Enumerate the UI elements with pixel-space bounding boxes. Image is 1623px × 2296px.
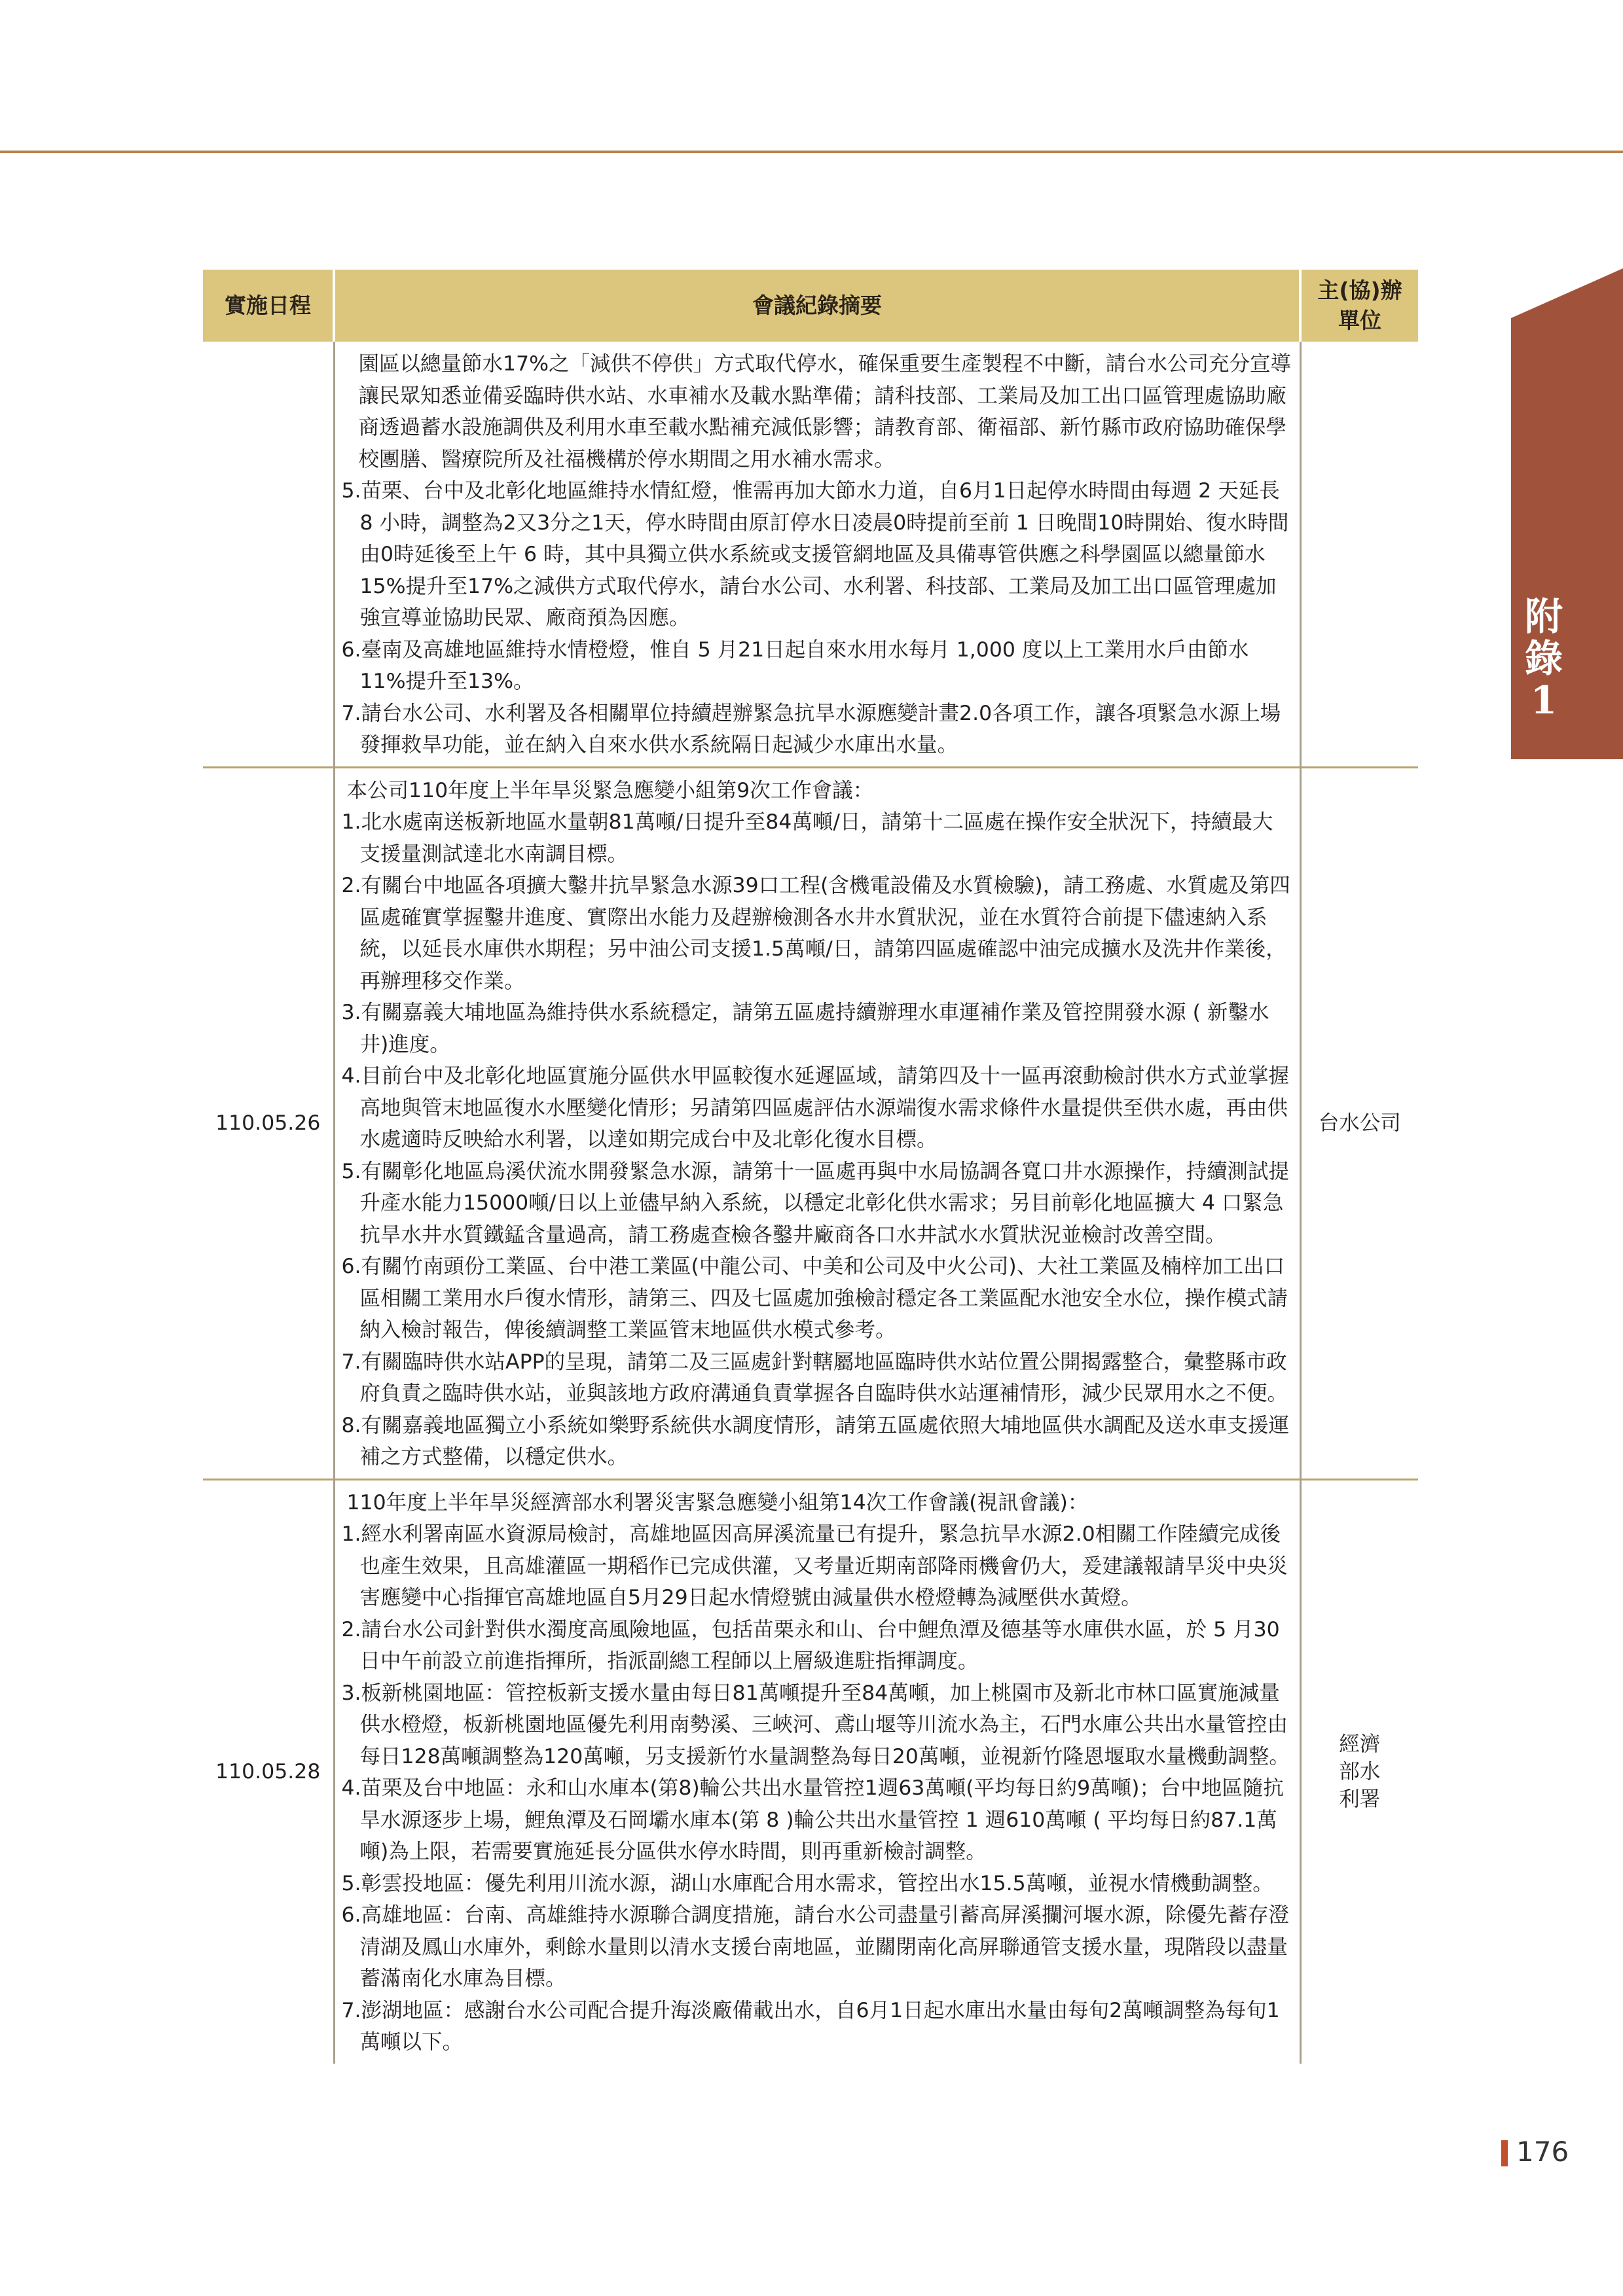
row-date: 110.05.26 xyxy=(203,767,334,1479)
table-header-row xyxy=(203,270,1418,342)
summary-intro: 本公司110年度上半年旱災緊急應變小組第9次工作會議： xyxy=(346,778,874,802)
row-date xyxy=(203,342,334,767)
header-rule xyxy=(0,151,1623,153)
summary-item: 5.苗栗、台中及北彰化地區維持水情紅燈，惟需再加大節水力道，自6月1日起停水時間由每週 2 天延長 8 小時，調整為2又3分之1天，停水時間由原訂停水日凌晨0時提前至前 1 日晚間10時開始、復水時間由0時延後至上午 6 時，其中具獨立供水系統或支援管網地區及具備專管供應之科學園區以總量節水15%提升至17%之減供方式取代停水，請台水公司、水利署、科技部、工業局及加工出口區管理處加強宣導並協助民眾、廠商預為因應。 xyxy=(341,479,1289,630)
header-unit xyxy=(1300,270,1418,342)
table-row xyxy=(203,767,1418,1479)
page-number: 176 xyxy=(1516,2136,1569,2168)
summary-item: 7.請台水公司、水利署及各相關單位持續趕辦緊急抗旱水源應變計畫2.0各項工作，讓各項緊急水源上場發揮救旱功能，並在納入自來水供水系統隔日起減少水庫出水量。 xyxy=(341,701,1281,757)
summary-item: 5.有關彰化地區烏溪伏流水開發緊急水源，請第十一區處再與中水局協調各寬口井水源操作，持續測試提升產水能力15000噸/日以上並儘早納入系統，以穩定北彰化供水需求；另目前彰化地區擴大 4 口緊急抗旱水井水質鐵錳含量過高，請工務處查檢各鑿井廠商各口水井試水水質狀況並檢討改善空間。 xyxy=(341,1159,1290,1247)
summary-item: 1.北水處南送板新地區水量朝81萬噸/日提升至84萬噸/日，請第十二區處在操作安全狀況下，持續最大支援量測試達北水南調目標。 xyxy=(341,810,1273,866)
row-unit-text: 經濟部水利署 xyxy=(1339,1732,1381,1811)
header-unit-line2: 單位 xyxy=(1338,308,1381,333)
summary-item: 7.澎湖地區：感謝台水公司配合提升海淡廠備載出水，自6月1日起水庫出水量由每旬2萬噸調整為每旬1萬噸以下。 xyxy=(341,1998,1280,2054)
row-summary xyxy=(334,1479,1300,2064)
header-unit-line1: 主(協)辦 xyxy=(1317,278,1402,303)
row-date: 110.05.28 xyxy=(203,1479,334,2064)
appendix-tab-char-2: 錄 xyxy=(1524,636,1563,681)
summary-item: 4.苗栗及台中地區：永和山水庫本(第8)輪公共出水量管控1週63萬噸(平均每日約9萬噸)；台中地區隨抗旱水源逐步上場，鯉魚潭及石岡壩水庫本(第 8 )輪公共出水量管控 1 週610萬噸 ( 平均每日約87.1萬噸)為上限，若需要實施延長分區供水停水時間，則再重新檢討調整。 xyxy=(341,1776,1284,1863)
summary-item: 2.請台水公司針對供水濁度高風險地區，包括苗栗永和山、台中鯉魚潭及德基等水庫供水區，於 5 月30日中午前設立前進指揮所，指派副總工程師以上層級進駐指揮調度。 xyxy=(341,1617,1280,1673)
summary-item: 6.高雄地區：台南、高雄維持水源聯合調度措施，請台水公司盡量引蓄高屏溪攔河堰水源，除優先蓄存澄清湖及鳳山水庫外，剩餘水量則以清水支援台南地區，並關閉南化高屏聯通管支援水量，現階段以盡量蓄滿南化水庫為目標。 xyxy=(341,1903,1290,1990)
summary-item: 6.臺南及高雄地區維持水情橙燈，惟自 5 月21日起自來水用水每月 1,000 度以上工業用水戶由節水11%提升至13%。 xyxy=(341,637,1249,693)
page-number-marker xyxy=(1501,2140,1508,2166)
summary-intro: 110年度上半年旱災經濟部水利署災害緊急應變小組第14次工作會議(視訊會議)： xyxy=(346,1490,1089,1515)
summary-item: 6.有關竹南頭份工業區、台中港工業區(中龍公司、中美和公司及中火公司)、大社工業區及楠梓加工出口區相關工業用水戶復水情形，請第三、四及七區處加強檢討穩定各工業區配水池安全水位，操作模式請納入檢討報告，俾後續調整工業區管末地區供水模式參考。 xyxy=(341,1255,1288,1342)
summary-item: 7.有關臨時供水站APP的呈現，請第二及三區處針對轄屬地區臨時供水站位置公開揭露整合，彙整縣市政府負責之臨時供水站，並與該地方政府溝通負責掌握各自臨時供水站運補情形，減少民眾用水之不便。 xyxy=(341,1350,1288,1405)
row-unit: 台水公司 xyxy=(1300,767,1418,1479)
meeting-minutes-table xyxy=(203,270,1418,2064)
summary-item: 3.板新桃園地區：管控板新支援水量由每日81萬噸提升至84萬噸，加上桃園市及新北市林口區實施減量供水橙燈，板新桃園地區優先利用南勢溪、三峽河、鳶山堰等川流水為主，石門水庫公共出水量管控由每日128萬噸調整為120萬噸，另支援新竹水量調整為每日20萬噸，並視新竹隆恩堰取水量機動調整。 xyxy=(341,1681,1290,1768)
summary-item: 1.經水利署南區水資源局檢討，高雄地區因高屏溪流量已有提升，緊急抗旱水源2.0相關工作陸續完成後也產生效果，且高雄灌區一期稻作已完成供灌，又考量近期南部降雨機會仍大，爰建議報請旱災中央災害應變中心指揮官高雄地區自5月29日起水情燈號由減量供水橙燈轉為減壓供水黃燈。 xyxy=(341,1522,1288,1609)
summary-item: 8.有關嘉義地區獨立小系統如樂野系統供水調度情形，請第五區處依照大埔地區供水調配及送水車支援運補之方式整備，以穩定供水。 xyxy=(341,1413,1290,1469)
summary-item: 5.彰雲投地區：優先利用川流水源，湖山水庫配合用水需求，管控出水15.5萬噸，並視水情機動調整。 xyxy=(341,1871,1273,1895)
appendix-tab-char-1: 附 xyxy=(1524,594,1563,639)
summary-item: 2.有關台中地區各項擴大鑿井抗旱緊急水源39口工程(含機電設備及水質檢驗)，請工務處、水質處及第四區處確實掌握鑿井進度、實際出水能力及趕辦檢測各水井水質狀況，並在水質符合前提下儘速納入系統，以延長水庫供水期程；另中油公司支援1.5萬噸/日，請第四區處確認中油完成擴水及洗井作業後，再辦理移交作業。 xyxy=(341,874,1290,993)
row-unit xyxy=(1300,342,1418,767)
appendix-tab-char-3: 1 xyxy=(1530,678,1558,723)
appendix-tab-label xyxy=(1511,596,1577,721)
row-summary xyxy=(334,767,1300,1479)
table-row xyxy=(203,342,1418,767)
summary-continuation: 園區以總量節水17%之「減供不停供」方式取代停水，確保重要生產製程不中斷，請台水公司充分宣導讓民眾知悉並備妥臨時供水站、水車補水及載水點準備；請科技部、工業局及加工出口區管理處協助廠商透過蓄水設施調供及利用水車至載水點補充減低影響；請教育部、衛福部、新竹縣市政府協助確保學校團膳、醫療院所及社福機構於停水期間之用水補水需求。 xyxy=(358,352,1292,471)
summary-item: 3.有關嘉義大埔地區為維持供水系統穩定，請第五區處持續辦理水車運補作業及管控開發水源 ( 新鑿水井)進度。 xyxy=(341,1001,1269,1056)
summary-item: 4.目前台中及北彰化地區實施分區供水甲區較復水延遲區域，請第四及十一區再滾動檢討供水方式並掌握高地與管末地區復水水壓變化情形；另請第四區處評估水源端復水需求條件水量提供至供水處，再由供水處適時反映給水利署，以達如期完成台中及北彰化復水目標。 xyxy=(341,1064,1290,1151)
header-summary: 會議紀錄摘要 xyxy=(334,270,1300,342)
table-row xyxy=(203,1479,1418,2064)
row-summary xyxy=(334,342,1300,767)
header-date: 實施日程 xyxy=(203,270,334,342)
row-unit xyxy=(1300,1479,1418,2064)
